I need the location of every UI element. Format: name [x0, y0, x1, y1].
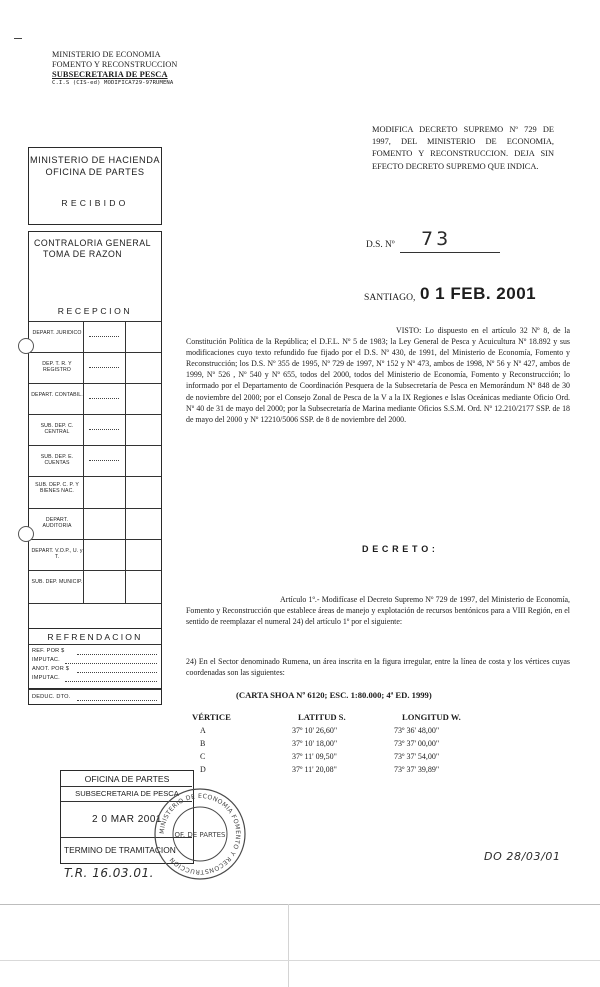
- lon-c: 73º 37' 54,00": [394, 752, 440, 761]
- lat-a: 37º 10' 26,60": [292, 726, 338, 735]
- deduc-row: [28, 689, 162, 705]
- ref-deduc: DEDUC. DTO.: [32, 694, 71, 700]
- corner-mark: [14, 38, 22, 39]
- row-depart-juridico: DEPART. JURIDICO: [32, 330, 82, 336]
- row-depart-auditoria: DEPART. AUDITORIA: [42, 517, 72, 529]
- hacienda-stamp: [28, 147, 162, 225]
- lon-a: 73º 36' 48,00": [394, 726, 440, 735]
- row-sub-dep-cuentas: SUB. DEP. E. CUENTAS: [40, 454, 74, 466]
- article-1-paragraph: [186, 594, 570, 627]
- article-1-text: Modifícase el Decreto Supremo Nº 729 de 1997, del Ministerio de Economía, Fomento y Reconstrucción que establece áreas de manejo y explotación de recursos bentónicos para a VIII Región, en el sentido de reemplazar el numeral 24) del artículo 1º por el siguiente:: [186, 595, 570, 627]
- partes-line1: OFICINA DE PARTES: [84, 774, 170, 784]
- subsecretaria-name: SUBSECRETARIA DE PESCA: [52, 70, 168, 79]
- ds-number: 73: [421, 228, 452, 250]
- ds-number-line: [366, 228, 501, 256]
- refrendacion-stamp: [28, 629, 162, 689]
- punch-hole-top: [18, 338, 34, 354]
- row-sub-dep-bienes: SUB. DEP. C. P. Y BIENES NAC.: [35, 482, 79, 494]
- header-longitud: LONGITUD W.: [402, 712, 461, 722]
- header-latitud: LATITUD S.: [298, 712, 346, 722]
- ds-label: D.S. Nº: [366, 240, 395, 250]
- row-depart-vop: DEPART. V.O.P., U. y T.: [31, 548, 83, 560]
- visto-label: VISTO:: [396, 326, 422, 335]
- header-vertice: VÉRTICE: [192, 712, 231, 722]
- partes-line2: SUBSECRETARIA DE PESCA: [75, 789, 179, 798]
- scan-bottom-line: [0, 960, 600, 961]
- visto-paragraph: [186, 325, 570, 425]
- handwritten-do-date: DO 28/03/01: [484, 850, 561, 863]
- seal-ring-text: MINISTERIO DE ECONOMIA FOMENTO Y RECONSTRUCCION: [158, 792, 242, 876]
- contraloria-stamp: [28, 231, 162, 629]
- scan-divider: [288, 904, 289, 987]
- seal-center-text: OF. DE PARTES: [174, 831, 226, 839]
- ministry-seal: [152, 786, 248, 882]
- visto-text: Lo dispuesto en el artículo 32 Nº 8, de la Constitución Política de la República; el D.F.L. Nº 5 de 1983; la Ley General de Pesca y Acuicultura Nº 18.892 y sus modificaciones cuyo texto refundido fue fijado por el D.S. Nº 430, de 1991, del Ministerio de Economía, Fomento y Reconstrucción; los D.S. Nº 355 de 1995, Nº 729 de 1997, Nº 152 y Nº 473, ambos de 1998, Nº 56 y Nº 427, ambos de 1999, Nº 526 , Nº 540 y Nº 655, todos del 2000, todos del Ministerio de Economía, Fomento y Reconstrucción; lo informado por el Departamento de Coordinación Pesquera de la Subsecretaría de Pesca en Memorándum Nº 848 de 30 de noviembre del 2000; por el Consejo Zonal de Pesca de la V a la IX Regiones e Islas Oceánicas mediante Oficio Ord. Nº 40 de 31 de mayo del 2000; por la Subsecretaría de Marina mediante Oficios S.S.M. Ord. Nº 12.210/2177 SSP. de 18 de mayo del 2000 y Nº 12210/5006 SSP. de 8 de noviembre del 2000.: [186, 326, 570, 424]
- ref-anot-por: ANOT. POR $: [32, 666, 70, 672]
- ministry-name: MINISTERIO DE ECONOMIA: [52, 50, 161, 59]
- lat-c: 37º 11' 09,50": [292, 752, 337, 761]
- decree-date: 0 1 FEB. 2001: [420, 284, 537, 303]
- hacienda-recibido: RECIBIDO: [61, 198, 129, 208]
- date-line: [364, 286, 564, 312]
- article-1-label: Artículo 1º.-: [280, 595, 320, 604]
- ministry-subtitle: FOMENTO Y RECONSTRUCCION: [52, 60, 178, 69]
- row-depart-contabil: DEPART. CONTABIL.: [31, 392, 83, 398]
- ministry-header: [52, 50, 177, 86]
- reference-code: C.I.S (CIS-ed) MODIFICA729-97RUMENA: [52, 80, 174, 86]
- vertex-b: B: [200, 739, 206, 748]
- city-label: SANTIAGO,: [364, 292, 416, 303]
- vertex-c: C: [200, 752, 206, 761]
- item-24-paragraph: 24) En el Sector denominado Rumena, un área inscrita en la figura irregular, entre la línea de costa y los vértices cuyas coordenadas son las siguientes:: [186, 657, 570, 678]
- refrendacion-title: REFRENDACION: [47, 632, 143, 642]
- carta-reference: (CARTA SHOA Nº 6120; ESC. 1:80.000; 4ª ED. 1999): [236, 690, 432, 700]
- ref-imputac-1: IMPUTAC.: [32, 657, 60, 663]
- partes-date: 2 0 MAR 2001: [92, 814, 162, 825]
- coordinates-table: [186, 712, 566, 782]
- lat-d: 37º 11' 20,08": [292, 765, 337, 774]
- punch-hole-bottom: [18, 526, 34, 542]
- row-dep-registro: DEP. T. R. Y REGISTRO: [42, 361, 72, 373]
- vertex-a: A: [200, 726, 206, 735]
- hacienda-line1: MINISTERIO DE HACIENDA: [30, 155, 160, 165]
- vertex-d: D: [200, 765, 206, 774]
- contraloria-line1: CONTRALORIA GENERAL: [34, 238, 152, 248]
- contraloria-line2: TOMA DE RAZON: [43, 249, 123, 259]
- partes-line3: TERMINO DE TRAMITACION: [64, 845, 176, 855]
- scan-edge-line: [0, 904, 600, 905]
- ref-imputac-2: IMPUTAC.: [32, 675, 60, 681]
- decreto-heading: D E C R E T O :: [362, 544, 436, 554]
- lon-d: 73º 37' 39,89": [394, 765, 440, 774]
- lat-b: 37º 10' 18,00": [292, 739, 338, 748]
- decree-title: MODIFICA DECRETO SUPREMO Nº 729 DE 1997, DEL MINISTERIO DE ECONOMIA, FOMENTO Y RECONSTRUCCION. DEJA SIN EFECTO DECRETO SUPREMO QUE INDICA.: [372, 125, 554, 171]
- row-sub-dep-central: SUB. DEP. C. CENTRAL: [40, 423, 74, 435]
- handwritten-tr-date: T.R. 16.03.01.: [64, 866, 154, 880]
- ds-underline: [400, 252, 500, 253]
- lon-b: 73º 37' 00,00": [394, 739, 440, 748]
- row-sub-dep-municip: SUB. DEP. MUNICIP.: [31, 579, 83, 585]
- hacienda-line2: OFICINA DE PARTES: [45, 167, 145, 177]
- seal-graphic: [152, 786, 248, 882]
- contraloria-recepcion: RECEPCION: [57, 306, 133, 316]
- ref-por: REF. POR $: [32, 648, 65, 654]
